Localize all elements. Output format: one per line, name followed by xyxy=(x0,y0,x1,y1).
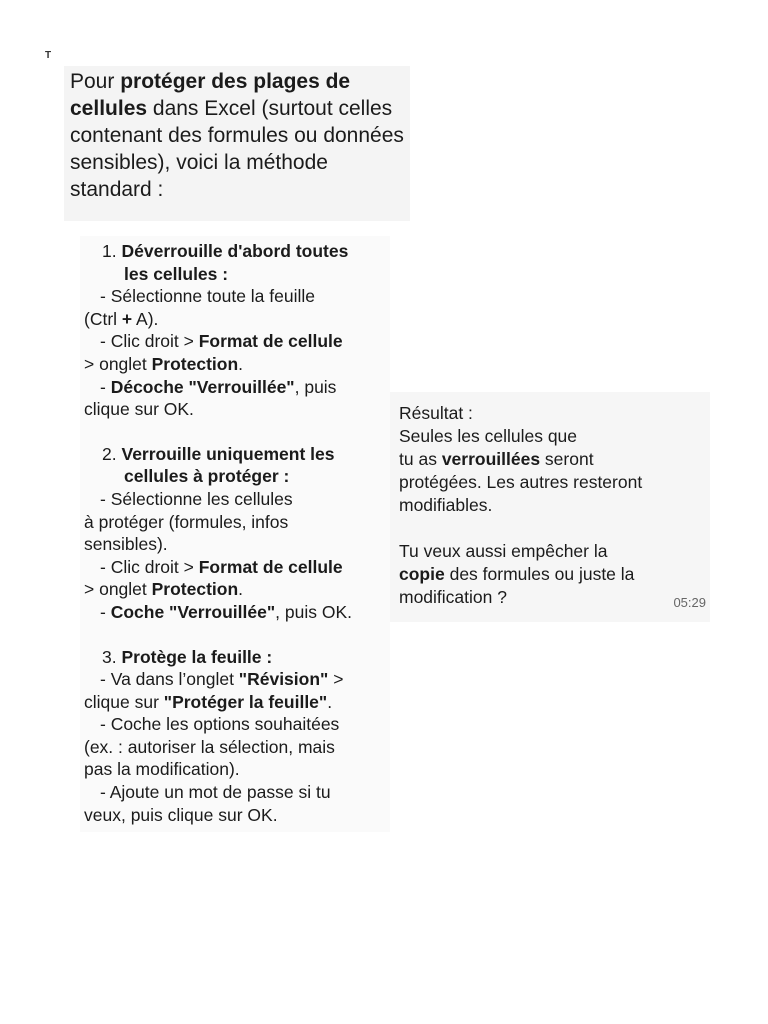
intro-text-2: dans Excel (surtout celles contenant des formules ou données sensibles), voici la méthode standard : xyxy=(70,97,404,201)
result-line: Seules les cellules que xyxy=(399,426,578,446)
steps-message xyxy=(80,236,390,832)
step-1-line: - Sélectionne toute la feuille xyxy=(100,286,315,307)
step-2-line: > onglet Protection. xyxy=(84,579,244,600)
step-2-title xyxy=(84,443,390,488)
step-3-line: pas la modification). xyxy=(84,759,240,780)
step-3-title xyxy=(84,646,390,669)
step-3-line: clique sur "Protéger la feuille". xyxy=(84,691,333,712)
step-3-line: veux, puis clique sur OK. xyxy=(84,804,278,825)
step-1-title xyxy=(84,240,390,285)
step-2-line: - Clic droit > Format de cellule xyxy=(100,556,343,577)
step-1-line: - Décoche "Verrouillée", puis xyxy=(100,376,337,397)
step-2-number: 2. xyxy=(102,443,117,464)
step-3-title-text: Protège la feuille : xyxy=(121,646,273,667)
step-1-line: clique sur OK. xyxy=(84,399,194,420)
step-3-line: (ex. : autoriser la sélection, mais xyxy=(84,736,335,757)
message-timestamp: 05:29 xyxy=(673,595,706,610)
step-2-title-b: cellules à protéger : xyxy=(124,466,290,487)
step-2-title-a: Verrouille uniquement les xyxy=(121,443,335,464)
step-3-line: - Coche les options souhaitées xyxy=(100,714,340,735)
step-1-title-a: Déverrouille d'abord toutes xyxy=(121,241,349,261)
question-line: modification ? xyxy=(399,587,507,607)
step-1-line: (Ctrl + A). xyxy=(84,308,159,329)
result-line: modifiables. xyxy=(399,495,493,515)
result-message xyxy=(390,392,710,622)
question-line: copie des formules ou juste la xyxy=(399,564,635,584)
step-3-line: - Ajoute un mot de passe si tu xyxy=(100,782,331,803)
question-line: Tu veux aussi empêcher la xyxy=(399,541,608,561)
intro-bold-text: protéger des plages de cellules xyxy=(70,70,351,120)
intro-text-1: Pour xyxy=(70,70,121,93)
step-3-line: - Va dans l’onglet "Révision" > xyxy=(100,669,344,690)
step-1-line: - Clic droit > Format de cellule xyxy=(100,331,343,352)
step-1-title-b: les cellules : xyxy=(124,263,229,284)
corner-mark: T xyxy=(45,50,52,61)
step-3-number: 3. xyxy=(102,646,117,667)
result-line: protégées. Les autres resteront xyxy=(399,472,643,492)
step-2-line: - Sélectionne les cellules xyxy=(100,488,293,509)
step-1-line: > onglet Protection. xyxy=(84,353,244,374)
step-1-number: 1. xyxy=(102,241,117,261)
step-2-line: sensibles). xyxy=(84,534,168,555)
result-label: Résultat : xyxy=(399,403,473,423)
step-2-line: à protéger (formules, infos xyxy=(84,511,289,532)
intro-paragraph xyxy=(64,66,410,221)
step-2-line: - Coche "Verrouillée", puis OK. xyxy=(100,601,352,622)
result-line: tu as verrouillées seront xyxy=(399,449,594,469)
